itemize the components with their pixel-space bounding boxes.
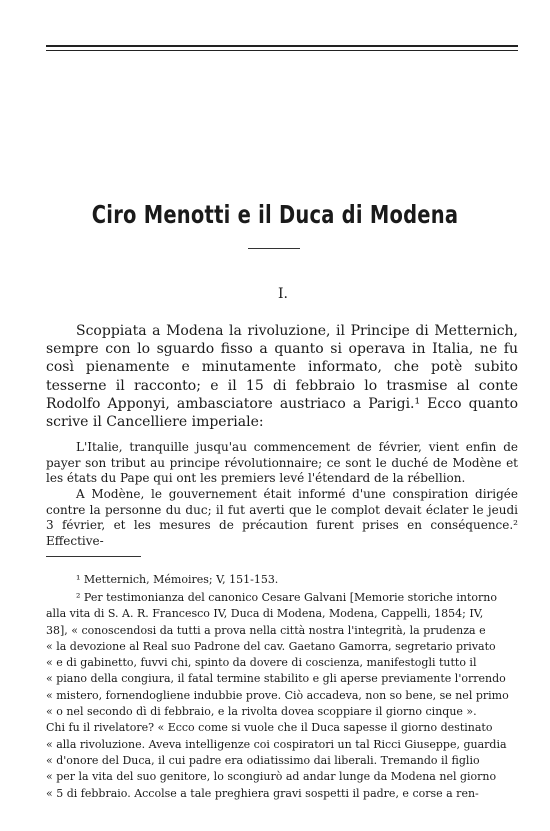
- footnote-2-line: ² Per testimonianza del canonico Cesare Galvani [Memorie storiche intorno: [76, 591, 497, 604]
- body-paragraph: Scoppiata a Modena la rivoluzione, il Principe di Metternich, sempre con lo sguardo fisso a quanto si operava in Italia, ne fu così pienamente e minutamente informato, che potè subito tesserne il racconto; e il 15 di febbraio lo trasmise al conte Rodolfo Apponyi, ambasciatore austriaco a Parigi.¹ Ecco quanto scrive il Cancelliere imperiale:: [46, 323, 518, 431]
- header-rule-bottom: [46, 50, 518, 51]
- footnote-2-line: « d'onore del Duca, il cui padre era odiatissimo dai liberali. Tremando il figlio: [46, 753, 480, 767]
- header-rule-top: [46, 45, 518, 47]
- footnote-2-line: « o nel secondo dì di febbraio, e la rivolta dovea scoppiare il giorno cinque ».: [46, 705, 477, 719]
- footnote-2-line: « mistero, fornendogliene indubbie prove. Ciò accadeva, non so bene, se nel primo: [46, 688, 509, 702]
- chapter-title: Ciro Menotti e il Duca di Modena: [91, 200, 459, 229]
- footnote-2-line: « alla rivoluzione. Aveva intelligenze coi cospiratori un tal Ricci Giuseppe, guardia: [46, 737, 507, 751]
- footnote-2-line: « per la vita del suo genitore, lo scongiurò ad andar lunge da Modena nel giorno: [46, 770, 497, 784]
- footnote-2-line: « 5 di febbraio. Accolse a tale preghiera gravi sospetti il padre, e corse a ren-: [46, 786, 479, 800]
- footnote-2: [46, 590, 518, 802]
- footnote-2-line: « e di gabinetto, fuvvi chi, spinto da dovere di coscienza, manifestogli tutto il: [46, 656, 477, 670]
- footnote-2-line: Chi fu il rivelatore? « Ecco come si vuole che il Duca sapesse il giorno destinato: [46, 721, 493, 735]
- footnote-1: ¹ Metternich, Mémoires; V, 151-153.: [76, 573, 279, 586]
- quote-paragraph-2: A Modène, le gouvernement était informé d'une conspiration dirigée contre la personne du duc; il fut averti que le complot devait éclater le jeudi 3 février, et les mesures de précaution furent prises en conséquence.² Effective-: [46, 487, 518, 549]
- quote-paragraph-1: L'Italie, tranquille jusqu'au commencement de février, vient enfin de payer son tribut au principe révolutionnaire; ce sont le duché de Modène et les états du Pape qui ont les premiers levé l'étendard de la rébellion.: [46, 440, 518, 486]
- section-number: I.: [278, 286, 288, 302]
- title-underline-rule: [248, 248, 300, 249]
- footnote-2-line: « la devozione al Real suo Padrone del cav. Gaetano Gamorra, segretario privato: [46, 639, 496, 653]
- footnote-2-line: 38], « conoscendosi da tutti a prova nella città nostra l'integrità, la prudenza e: [46, 623, 486, 637]
- footnote-2-line: « piano della congiura, il fatal termine stabilito e gli aperse previamente l'orrendo: [46, 672, 506, 686]
- footnote-separator: [46, 556, 141, 557]
- footnote-2-line: alla vita di S. A. R. Francesco IV, Duca di Modena, Modena, Cappelli, 1854; IV,: [46, 607, 484, 621]
